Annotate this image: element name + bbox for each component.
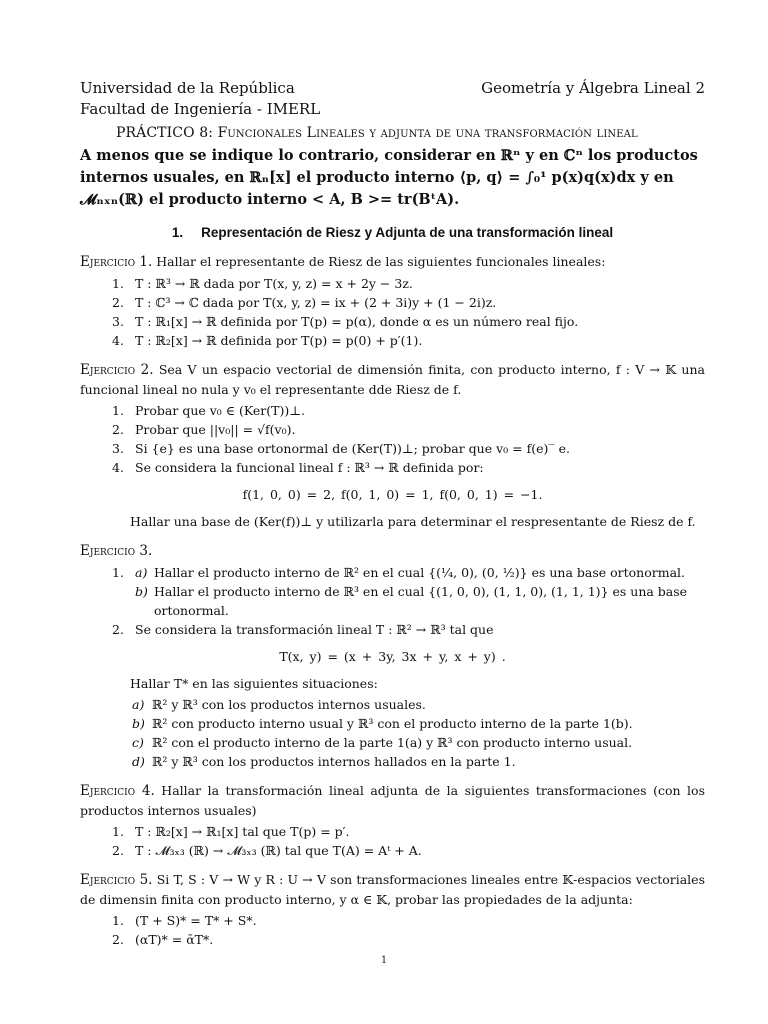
exercise-closing: Hallar una base de (Ker(f))⊥ y utilizarla para determinar el respresentante de Riesz de f. [130, 514, 696, 529]
practico-title [80, 124, 705, 143]
exercise-text: Hallar la transformación lineal adjunta de la siguientes transformaciones (con los productos internos usuales) [80, 783, 705, 818]
item-text: T : ℝ₂[x] → ℝ₁[x] tal que T(p) = p′. [135, 824, 350, 839]
item-text: Probar que v₀ ∈ (Ker(T))⊥. [135, 403, 305, 418]
page-number: 1 [380, 955, 388, 966]
list-item: 4. Se considera la funcional lineal f : ℝ³ → ℝ definida por: [112, 460, 484, 475]
list-item: 1. a) Hallar el producto interno de ℝ² en el cual {(¼, 0), (0, ½)} es una base ortonormal. [80, 563, 705, 582]
practico-topic: Funcionales Lineales y adjunta de una transformación lineal [217, 125, 638, 141]
course-name: Geometría y Álgebra Lineal 2 [481, 79, 705, 97]
list-item: a) ℝ² y ℝ³ con los productos internos usuales. [132, 697, 426, 712]
list-item: b) ℝ² con producto interno usual y ℝ³ con el producto interno de la parte 1(b). [132, 716, 633, 731]
exercise-1 [80, 252, 705, 350]
exercise-label: Ejercicio 5. [80, 872, 153, 888]
exercise-2 [80, 360, 705, 531]
item-text: Se considera la transformación lineal T : ℝ² → ℝ³ tal que [135, 622, 494, 637]
equation: T(x, y) = (x + 3y, 3x + y, x + y) . [279, 649, 506, 664]
list-item: d) ℝ² y ℝ³ con los productos internos hallados en la parte 1. [132, 754, 516, 769]
list-item: 1. Probar que v₀ ∈ (Ker(T))⊥. [112, 403, 305, 418]
list-item: 2. Se considera la transformación lineal T : ℝ² → ℝ³ tal que [112, 622, 494, 637]
item-text: T : ℝ₁[x] → ℝ definida por T(p) = p(α), donde α es un número real fijo. [135, 314, 579, 329]
item-text: (T + S)* = T* + S*. [135, 913, 257, 928]
item-text: T : ℝ³ → ℝ dada por T(x, y, z) = x + 2y − 3z. [135, 276, 413, 291]
exercise-4 [80, 781, 705, 860]
item-text: ℝ² y ℝ³ con los productos internos usuales. [152, 697, 426, 712]
list-item: 2. T : ℂ³ → ℂ dada por T(x, y, z) = ix + (2 + 3i)y + (1 − 2i)z. [112, 295, 497, 310]
item-text: (αT)* = ᾱT*. [135, 932, 214, 947]
item-text: Se considera la funcional lineal f : ℝ³ → ℝ definida por: [135, 460, 484, 475]
item-text: T : ℝ₂[x] → ℝ definida por T(p) = p(0) + p′(1). [135, 333, 423, 348]
header [80, 78, 705, 99]
list-item: 3. T : ℝ₁[x] → ℝ definida por T(p) = p(α), donde α es un número real fijo. [112, 314, 579, 329]
practico-prefix: PRÁCTICO 8: [116, 125, 218, 141]
section-number: 1. [171, 225, 184, 240]
exercise-label: Ejercicio 2. [80, 362, 154, 378]
university-name: Universidad de la República [80, 79, 295, 97]
section-title: Representación de Riesz y Adjunta de una transformación lineal [201, 225, 614, 240]
list-item: 3. Si {e} es una base ortonormal de (Ker(T))⊥; probar que v₀ = f(e)‾ e. [112, 441, 570, 456]
exercise-label: Ejercicio 4. [80, 783, 155, 799]
exercise-label: Ejercicio 3. [80, 543, 153, 559]
exercise-3 [80, 541, 705, 771]
exercise-text: Sea V un espacio vectorial de dimensión finita, con producto interno, f : V → 𝕂 una funcional lineal no nula y v₀ el representante dde Riesz de f. [80, 362, 705, 397]
item-text: ℝ² y ℝ³ con los productos internos hallados en la parte 1. [152, 754, 516, 769]
item-text: T : ℂ³ → ℂ dada por T(x, y, z) = ix + (2 + 3i)y + (1 − 2i)z. [135, 295, 497, 310]
list-item: b) Hallar el producto interno de ℝ³ en el cual {(1, 0, 0), (1, 1, 0), (1, 1, 1)} es una base ortonormal. [80, 582, 705, 620]
list-item: 1. T : ℝ³ → ℝ dada por T(x, y, z) = x + 2y − 3z. [112, 276, 413, 291]
faculty-name: Facultad de Ingeniería - IMERL [80, 100, 321, 118]
list-item: 4. T : ℝ₂[x] → ℝ definida por T(p) = p(0) + p′(1). [112, 333, 423, 348]
list-item: 2. T : 𝓜₃ₓ₃ (ℝ) → 𝓜₃ₓ₃ (ℝ) tal que T(A) = Aᵗ + A. [112, 843, 422, 858]
list-item: c) ℝ² con el producto interno de la parte 1(a) y ℝ³ con producto interno usual. [132, 735, 633, 750]
item-text: Si {e} es una base ortonormal de (Ker(T))⊥; probar que v₀ = f(e)‾ e. [135, 441, 570, 456]
exercise-5 [80, 870, 705, 949]
item-text: ℝ² con producto interno usual y ℝ³ con el producto interno de la parte 1(b). [152, 716, 633, 731]
document-page [80, 78, 705, 949]
item-text: T : 𝓜₃ₓ₃ (ℝ) → 𝓜₃ₓ₃ (ℝ) tal que T(A) = Aᵗ + A. [135, 843, 422, 858]
equation: f(1, 0, 0) = 2, f(0, 1, 0) = 1, f(0, 0, 1) = −1. [242, 487, 543, 502]
section-heading [80, 223, 705, 242]
intro-paragraph: A menos que se indique lo contrario, considerar en ℝⁿ y en ℂⁿ los productos internos usuales, en ℝₙ[x] el producto interno ⟨p, q⟩ = ∫₀¹ p(x)q(x)dx y en 𝓜ₙₓₙ(ℝ) el producto interno < A, B >= tr(BᵗA). [80, 147, 698, 208]
list-item: 1. T : ℝ₂[x] → ℝ₁[x] tal que T(p) = p′. [112, 824, 350, 839]
item-text: Hallar el producto interno de ℝ³ en el cual {(1, 0, 0), (1, 1, 0), (1, 1, 1)} es una base ortonormal. [154, 584, 688, 618]
exercise-label: Ejercicio 1. [80, 254, 153, 270]
exercise-text: Hallar el representante de Riesz de las siguientes funcionales lineales: [156, 254, 606, 269]
hallar-text: Hallar T* en las siguientes situaciones: [130, 676, 378, 691]
item-text: Hallar el producto interno de ℝ² en el cual {(¼, 0), (0, ½)} es una base ortonormal. [154, 565, 685, 580]
list-item: 2. Probar que ||v₀|| = √f(v₀). [112, 422, 296, 437]
list-item: 2. (αT)* = ᾱT*. [112, 932, 214, 947]
list-item: 1. (T + S)* = T* + S*. [112, 913, 257, 928]
exercise-text: Si T, S : V → W y R : U → V son transformaciones lineales entre 𝕂-espacios vectoriales de dimensin finita con producto interno, y α ∈ 𝕂, probar las propiedades de la adjunta: [80, 872, 705, 907]
item-text: ℝ² con el producto interno de la parte 1(a) y ℝ³ con producto interno usual. [152, 735, 633, 750]
item-text: Probar que ||v₀|| = √f(v₀). [135, 422, 296, 437]
